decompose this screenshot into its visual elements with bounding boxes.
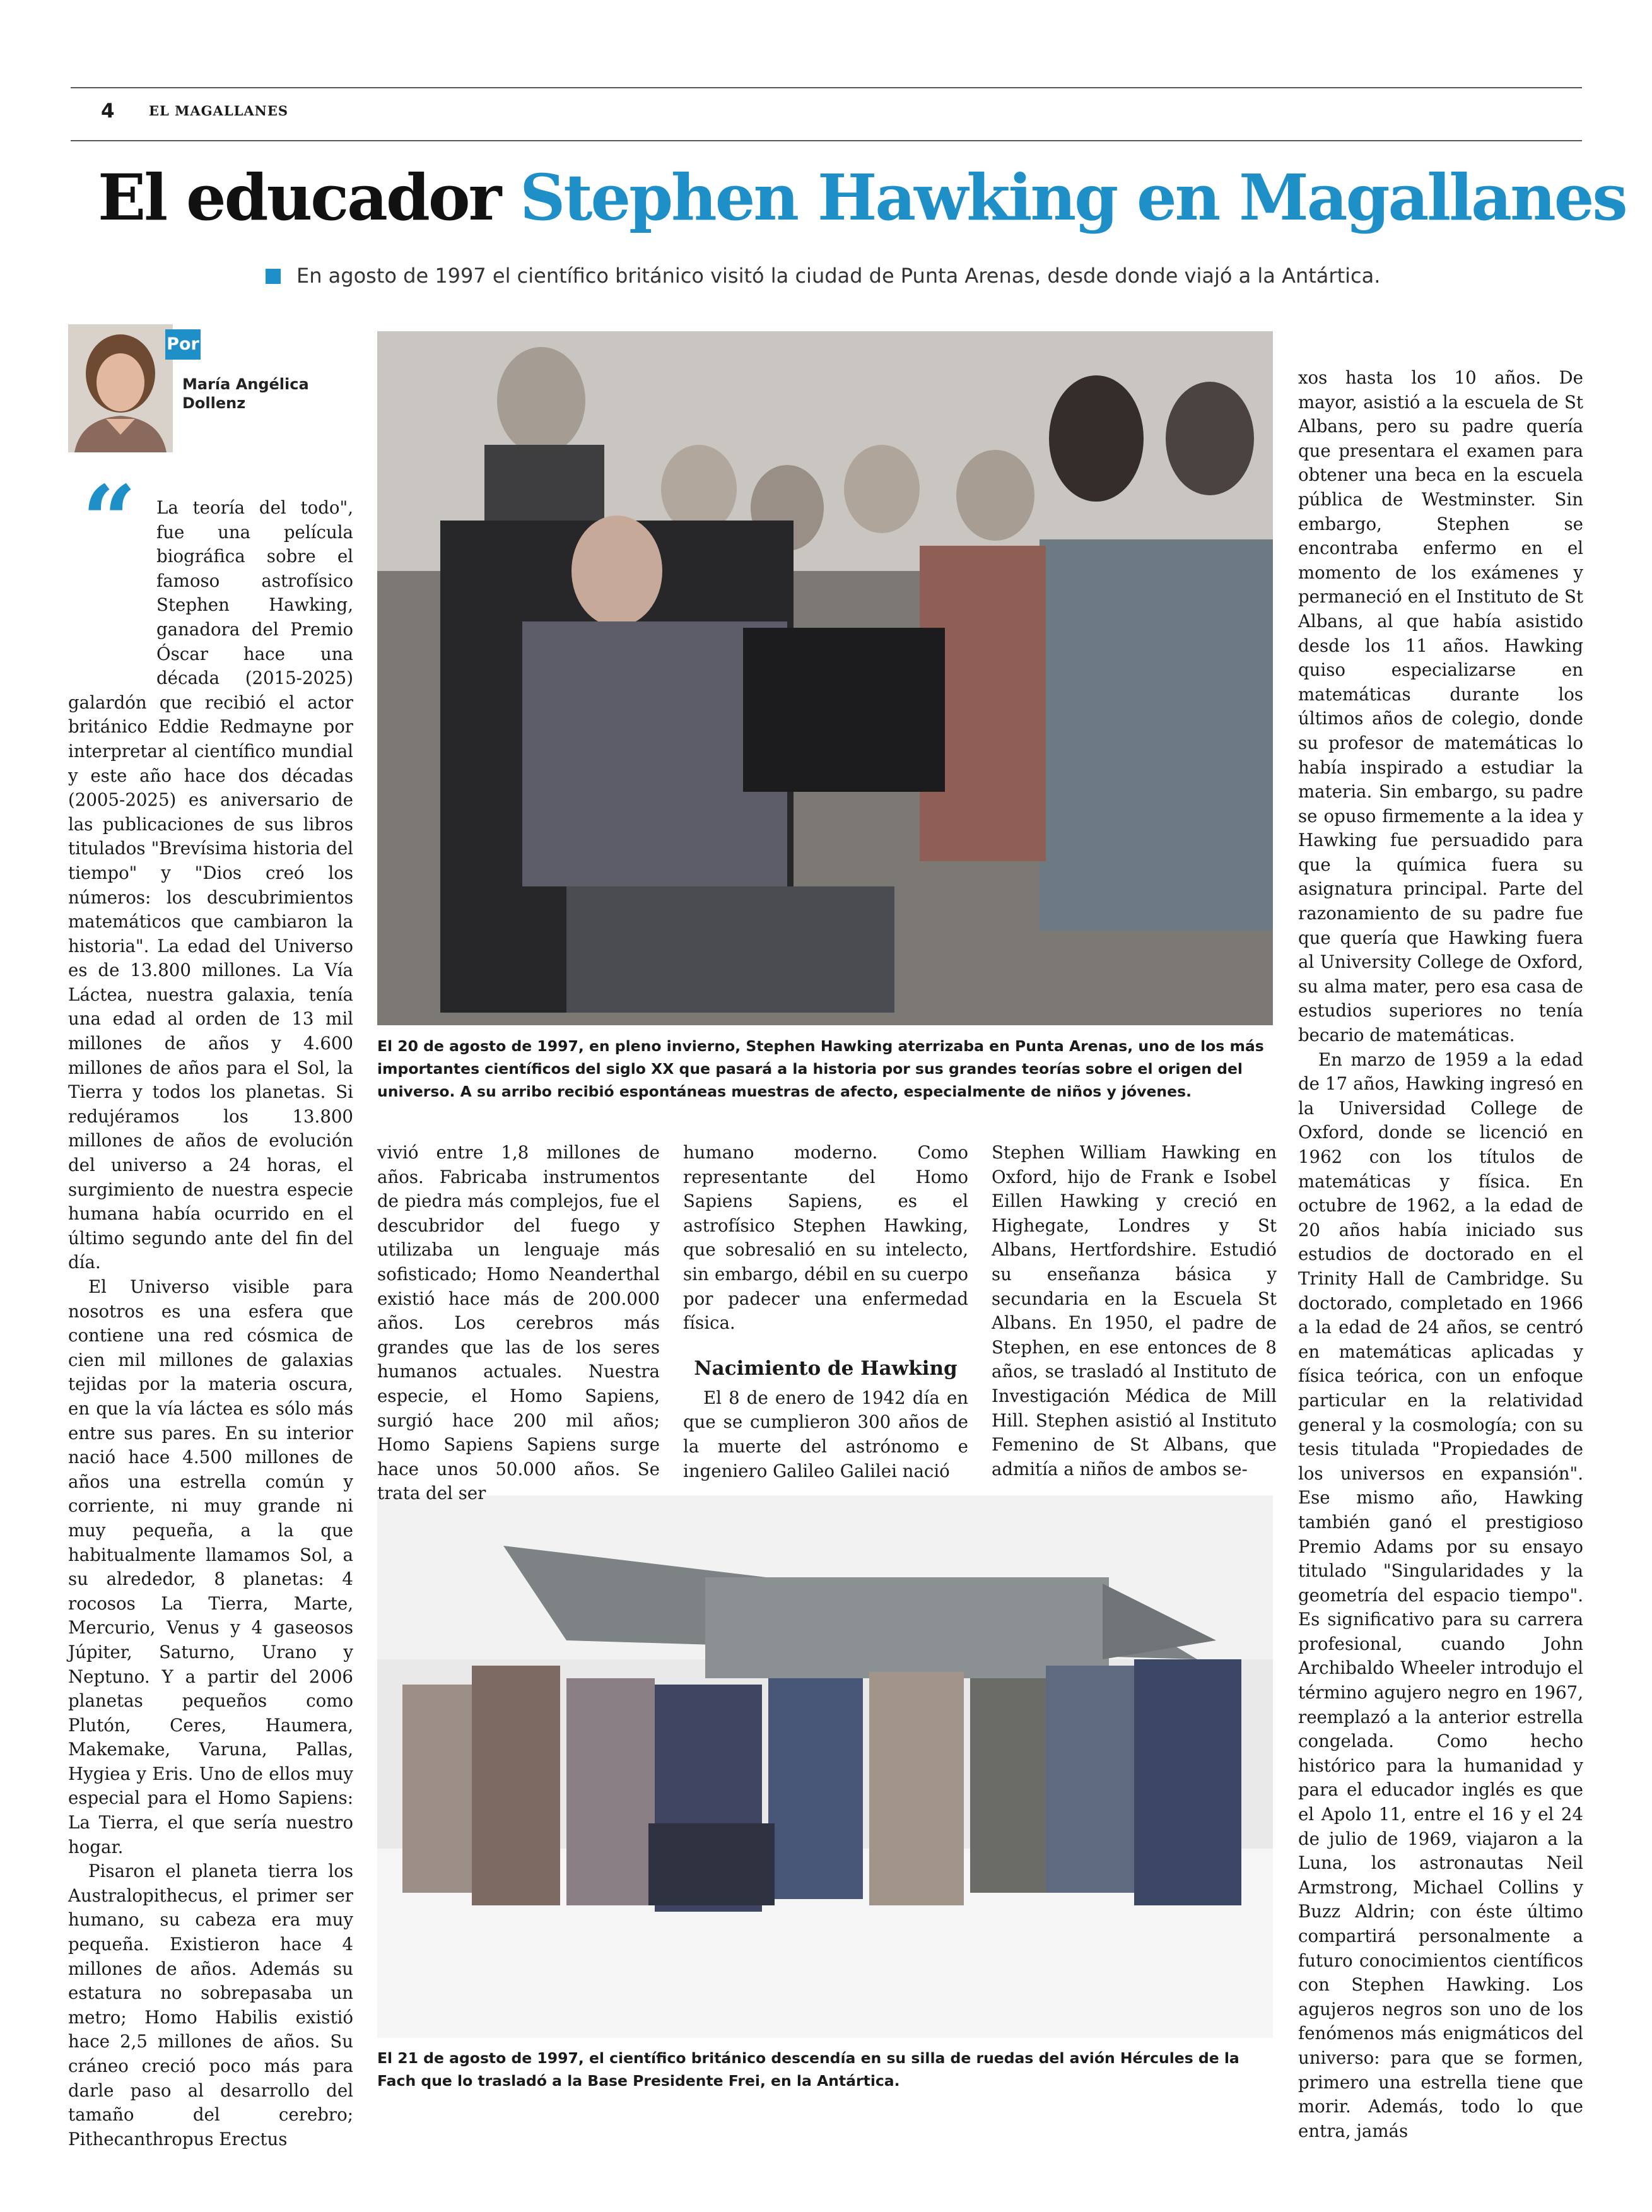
byline-label: Por xyxy=(165,329,201,360)
col5-paragraph: En marzo de 1959 a la edad de 17 años, Hawking ingresó en la Universidad College de Oxford, donde se licenció en 1962 con los títulos de matemáticas y física. En octubre de 1962, a la edad de 20 años había iniciado sus estudios de doctorado en el Trinity Hall de Cambridge. Su doctorado, completado en 1966 a la edad de 24 años, se centró en matemáticas aplicadas y física teórica, con un enfoque particular en la relatividad general y la cosmología; con su tesis titulada "Propiedades de los universos en expansión". Ese mismo año, Hawking también ganó el prestigioso Premio Adams por su ensayo titulado "Singularidades y la geometría del espacio tiempo". Es significativo para su carrera profesional, cuando John Archibaldo Wheeler introdujo el término agujero negro en 1967, reemplazó a la anterior estrella congelada. Como hecho histórico para la humanidad y para el educador inglés es que el Apolo 11, entre el 16 y el 24 de julio de 1969, viajaron a la Luna, los astronautas Neil Armstrong, Michael Collins y Buzz Aldrin; con éste último compartirá personalmente a futuro conocimientos científicos con Stephen Hawking. Los agujeros negros son uno de los fenómenos más enigmáticos del universo: para que se formen, primero una estrella tiene que morir. Además, todo lo que entra, jamás xyxy=(1298,1049,1583,2141)
author-photo xyxy=(68,324,173,452)
col4-paragraph: Stephen William Hawking en Oxford, hijo de Frank e Isobel Eillen Hawking y creció en Highegate, Londres y St Albans, Hertfordshire. Estudió su enseñanza básica y secundaria en la Escuela St Albans. En 1950, el padre de Stephen, en ese entonces de 8 años, se trasladó al Instituto de Investigación Médica de Mill Hill. Stephen asistió al Instituto Femenino de St Albans, que admitía a niños de ambos se- xyxy=(992,1142,1277,1480)
col5-paragraph: xos hasta los 10 años. De mayor, asistió a la escuela de St Albans, pero su padre quería que presentara el examen para obtener una beca en la escuela pública de Westminster. Sin embargo, Stephen se encontraba enfermo en el momento de los exámenes y permaneció en el Instituto de St Albans, al que había asistido desde los 11 años. Hawking quiso especializarse en matemáticas durante los últimos años de colegio, donde su profesor de matemáticas lo había inspirado a estudiar la materia. Sin embargo, su padre se opuso firmemente a la idea y Hawking fue persuadido para que la química fuera su asignatura principal. Parte del razonamiento de su padre fue que quería que Hawking fuera al University College de Oxford, su alma mater, pero esa casa de estudios superiores no tenía becario de matemáticas. xyxy=(1298,367,1583,1046)
page-number: 4 xyxy=(101,100,115,122)
headline-part2: Stephen Hawking en Magallanes xyxy=(520,160,1626,235)
photo2-caption: El 21 de agosto de 1997, el científico británico descendía en su silla de ruedas del avión Hércules de la Fach que lo trasladó a la Base Presidente Frei, en la Antártica. xyxy=(377,2049,1239,2090)
column-1 xyxy=(68,496,353,2150)
photo-hercules-descent xyxy=(377,1495,1273,2038)
section-subhead: Nacimiento de Hawking xyxy=(694,1356,958,1380)
column-5 xyxy=(1298,366,1583,2141)
headline-part1: El educador xyxy=(98,160,520,235)
photo1-caption: El 20 de agosto de 1997, en pleno invierno, Stephen Hawking aterrizaba en Punta Arenas, uno de los más importantes científicos del siglo XX que pasará a la historia por sus grandes teorías sobre el origen del universo. A su arribo recibió espontáneas muestras de afecto, especialmente de niños y jóvenes. xyxy=(377,1037,1264,1100)
masthead-rule xyxy=(71,140,1582,141)
col2-paragraph: vivió entre 1,8 millones de años. Fabricaba instrumentos de piedra más complejos, fue el descubridor del fuego y utilizaba un lenguaje más sofisticado; Homo Neanderthal existió hace más de 200.000 años. Los cerebros más grandes que las de los seres humanos actuales. Nuestra especie, el Homo Sapiens, surgió hace 200 mil años; Homo Sapiens Sapiens surge hace unos 50.000 años. Se trata del ser xyxy=(377,1142,660,1504)
col1-paragraph: La teoría del todo", fue una película biográfica sobre el famoso astrofísico Stephen Hawking, ganadora del Premio Óscar hace una década (2015-2025) galardón que recibió el actor británico Eddie Redmayne por interpretar al científico mundial y este año hace dos décadas (2005-2025) es aniversario de las publicaciones de sus libros titulados "Brevísima historia del tiempo" y "Dios creó los números: los descubrimientos matemáticos que cambiaron la historia". La edad del Universo es de 13.800 millones. La Vía Láctea, nuestra galaxia, tenía una edad al orden de 13 mil millones de años y 4.600 millones de años para el Sol, la Tierra y todos los planetas. Si redujéramos los 13.800 millones de años de evolución del universo a 24 horas, el surgimiento de nuestra especie humana había ocurrido en el último segundo ante del fin del día. xyxy=(68,497,353,1273)
deck: En agosto de 1997 el científico británico visitó la ciudad de Punta Arenas, desde donde viajó a la Antártica. xyxy=(296,264,1381,288)
col1-paragraph: Pisaron el planeta tierra los Australopithecus, el primer ser humano, su cabeza era muy pequeña. Existieron hace 4 millones de años. Además su estatura no sobrepasaba un metro; Homo Habilis existió hace 2,5 millones de años. Su cráneo creció poco más para darle paso al desarrollo del tamaño del cerebro; Pithecanthropus Erectus xyxy=(68,1861,353,2150)
deck-bullet-icon xyxy=(266,269,281,284)
column-4 xyxy=(992,1141,1277,1494)
pull-quote-mark-icon: “ xyxy=(82,465,137,576)
newspaper-name: EL MAGALLANES xyxy=(149,103,289,119)
column-3 xyxy=(683,1141,968,1494)
author-name: María Angélica Dollenz xyxy=(182,375,309,412)
top-rule xyxy=(71,87,1582,88)
column-2 xyxy=(377,1141,660,1504)
col1-paragraph: El Universo visible para nosotros es una esfera que contiene una red cósmica de cien mil millones de galaxias tejidas por la materia oscura, en que la vía láctea es sólo más entre sus pares. En su interior nació hace 4.500 millones de años una estrella común y corriente, ni muy grande ni muy pequeña, a la que habitualmente llamamos Sol, a su alrededor, 8 planetas: 4 rocosos La Tierra, Marte, Mercurio, Venus y 4 gaseosos Júpiter, Saturno, Urano y Neptuno. Y a partir del 2006 planetas pequeños como Plutón, Ceres, Haumera, Makemake, Varuna, Pallas, Hygiea y Eris. Uno de ellos muy especial para el Homo Sapiens: La Tierra, el que sería nuestro hogar. xyxy=(68,1276,353,1857)
dropcap-spacer xyxy=(68,496,156,668)
photo-hawking-arrival xyxy=(377,331,1273,1025)
headline xyxy=(98,156,1626,238)
col3-paragraph: El 8 de enero de 1942 día en que se cumplieron 300 años de la muerte del astrónomo e ingeniero Galileo Galilei nació xyxy=(683,1387,968,1481)
col3-paragraph: humano moderno. Como representante del Homo Sapiens Sapiens, es el astrofísico Stephen Hawking, que sobresalió en su intelecto, sin embargo, débil en su cuerpo por padecer una enfermedad física. xyxy=(683,1142,968,1334)
